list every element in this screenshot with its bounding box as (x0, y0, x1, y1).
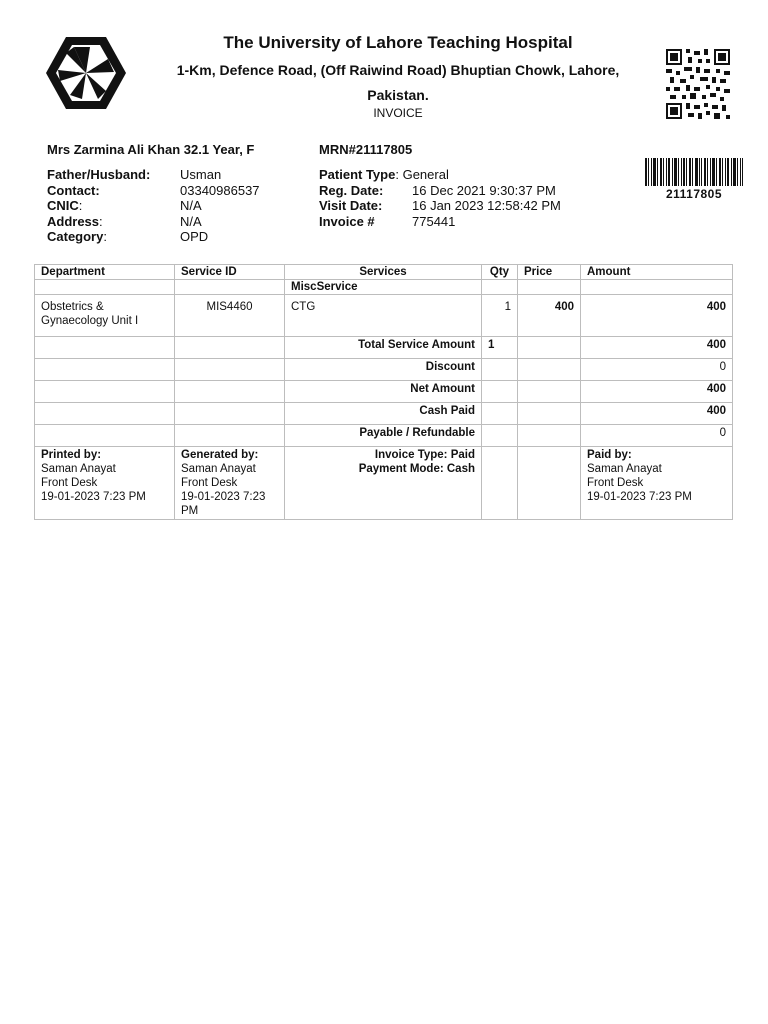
paid-by-dept: Front Desk (587, 477, 644, 489)
contact-value: 03340986537 (180, 182, 260, 198)
table-header-row (35, 265, 733, 280)
reg-date-label: Reg. Date: (319, 182, 384, 198)
patient-type-row (319, 167, 561, 183)
patient-type-label: Patient Type (319, 167, 396, 182)
invoice-number-label: Invoice # (319, 213, 375, 229)
hospital-logo (44, 34, 128, 112)
net-amount-value: 400 (581, 381, 733, 403)
patient-details-left (47, 167, 260, 245)
generated-by-label: Generated by: (181, 449, 259, 461)
qr-code-icon (666, 49, 730, 119)
item-qty: 1 (482, 295, 518, 337)
address-value: N/A (180, 213, 202, 229)
cnic-colon: : (78, 198, 83, 213)
invoice-type-cell (285, 447, 482, 520)
cnic-label: CNIC (47, 198, 79, 213)
summary-row-net (35, 381, 733, 403)
paid-by-label: Paid by: (587, 449, 632, 461)
payable-refundable-label: Payable / Refundable (285, 425, 482, 447)
generated-by-dept: Front Desk (181, 477, 238, 489)
paid-by-cell (581, 447, 733, 520)
contact-label: Contact: (47, 182, 100, 198)
hospital-name: The University of Lahore Teaching Hospital (223, 33, 573, 52)
item-service-id: MIS4460 (175, 295, 285, 337)
item-department: Obstetrics & Gynaecology Unit I (35, 295, 175, 337)
patient-type-value: General (402, 167, 449, 182)
invoice-type: Invoice Type: Paid (374, 449, 475, 461)
address-label: Address (47, 213, 100, 229)
summary-row-discount (35, 359, 733, 381)
header-department: Department (35, 265, 175, 280)
total-service-amount-label: Total Service Amount (285, 337, 482, 359)
contact-row (47, 183, 260, 199)
printed-by-name: Saman Anayat (41, 463, 116, 475)
invoice-number-value: 775441 (412, 213, 456, 229)
total-qty: 1 (482, 337, 518, 359)
category-row (47, 229, 260, 245)
table-row (35, 295, 733, 337)
cnic-row (47, 198, 260, 214)
reg-date-row (319, 183, 561, 199)
header-price: Price (518, 265, 581, 280)
header-qty: Qty (482, 265, 518, 280)
item-price: 400 (518, 295, 581, 337)
footer-row (35, 447, 733, 520)
header-services: Services (285, 265, 482, 280)
invoice-table (34, 264, 733, 520)
address-colon: : (99, 213, 103, 229)
printed-by-label: Printed by: (41, 449, 102, 461)
patient-name: Mrs Zarmina Ali Khan 32.1 Year, F (47, 142, 255, 157)
cnic-value: N/A (180, 198, 202, 213)
category-label: Category (47, 229, 104, 244)
printed-by-dept: Front Desk (41, 477, 98, 489)
visit-date-label: Visit Date: (319, 198, 383, 213)
visit-date-row (319, 198, 561, 214)
document-type: INVOICE (373, 106, 423, 120)
hospital-address-line2: Pakistan. (367, 87, 429, 103)
discount-value: 0 (581, 359, 733, 381)
category-value: OPD (180, 229, 209, 244)
patient-type-colon: : (395, 167, 399, 182)
header-amount: Amount (581, 265, 733, 280)
total-service-amount-value: 400 (581, 337, 733, 359)
group-label: MiscService (285, 280, 482, 295)
cash-paid-value: 400 (581, 403, 733, 425)
address-row (47, 214, 260, 230)
item-service: CTG (285, 295, 482, 337)
reg-date-value: 16 Dec 2021 9:30:37 PM (412, 182, 556, 198)
payable-refundable-value: 0 (581, 425, 733, 447)
summary-row-cash-paid (35, 403, 733, 425)
barcode-number: 21117805 (665, 187, 723, 201)
generated-by-name: Saman Anayat (181, 463, 256, 475)
generated-by-cell (175, 447, 285, 520)
patient-mrn: MRN#21117805 (319, 142, 413, 157)
net-amount-label: Net Amount (285, 381, 482, 403)
father-husband-value: Usman (180, 167, 222, 182)
paid-by-time: 19-01-2023 7:23 PM (587, 491, 692, 503)
patient-details-right (319, 167, 561, 229)
visit-date-value: 16 Jan 2023 12:58:42 PM (412, 198, 561, 213)
printed-by-time: 19-01-2023 7:23 PM (41, 491, 146, 503)
category-colon: : (103, 229, 107, 244)
generated-by-time: 19-01-2023 7:23 PM (181, 491, 266, 517)
discount-label: Discount (285, 359, 482, 381)
header-service-id: Service ID (175, 265, 285, 280)
father-husband-label: Father/Husband: (47, 167, 151, 182)
paid-by-name: Saman Anayat (587, 463, 662, 475)
hospital-address-line1: 1-Km, Defence Road, (Off Raiwind Road) Bhuptian Chowk, Lahore, (176, 62, 620, 78)
cash-paid-label: Cash Paid (285, 403, 482, 425)
item-amount: 400 (581, 295, 733, 337)
father-husband-row (47, 167, 260, 183)
summary-row-payable (35, 425, 733, 447)
printed-by-cell (35, 447, 175, 520)
group-row (35, 280, 733, 295)
barcode-icon (645, 158, 743, 186)
summary-row-total (35, 337, 733, 359)
payment-mode: Payment Mode: Cash (358, 463, 475, 475)
invoice-number-row (319, 214, 561, 230)
